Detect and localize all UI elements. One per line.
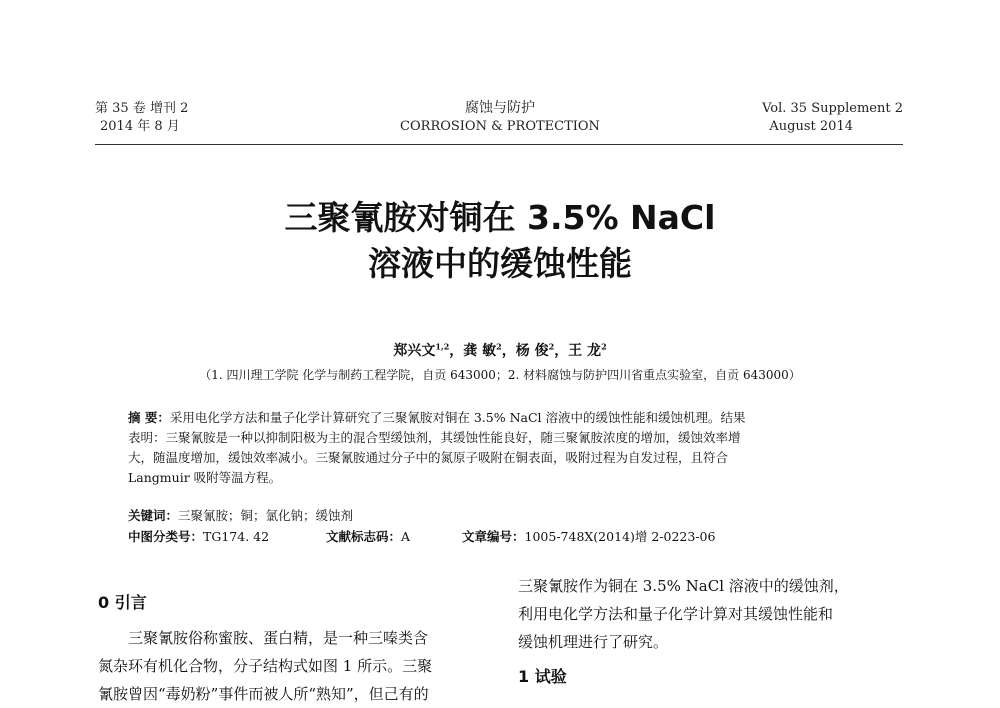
abstract-text: 表明：三聚氰胺是一种以抑制阳极为主的混合型缓蚀剂，其缓蚀性能良好，随三聚氰胺浓度的增加，缓蚀效率增 [128,430,741,445]
abstract-text: 采用电化学方法和量子化学计算研究了三聚氰胺对铜在 3.5% NaCl 溶液中的缓蚀性能和缓蚀机理。结果 [169,410,746,425]
author-affil-mark: 2 [601,341,607,352]
keywords-label: 关键词： [128,508,179,523]
paper-title-line2: 溶液中的缓蚀性能 [368,244,632,283]
paper-title-line1: 三聚氰胺对铜在 3.5% NaCl [284,198,716,237]
author-affil-mark: 1,2 [435,341,450,352]
abstract-text: 大，随温度增加，缓蚀效率减小。三聚氰胺通过分子中的氮原子吸附在铜表面，吸附过程为自发过程，且符合 [128,450,729,465]
clc-value: TG174. 42 [203,529,270,544]
header-journal-cn: 腐蚀与防护 [465,100,535,116]
author-name: 郑兴文 [393,343,436,359]
abstract-label: 摘 要： [128,410,170,425]
body-line: 三聚氰胺俗称蜜胺、蛋白精，是一种三嗪类含 [128,629,429,647]
right-column-paragraph [518,572,910,656]
body-line: 三聚氰胺作为铜在 3.5% NaCl 溶液中的缓蚀剂， [518,577,849,595]
header-journal-en: CORROSION & PROTECTION [400,119,600,134]
header-date-en: August 2014 [769,119,853,134]
clc-label: 中图分类号： [128,529,204,544]
header-vol-en: Vol. 35 Supplement 2 [762,101,903,116]
abstract [128,408,888,488]
body-line: 利用电化学方法和量子化学计算对其缓蚀性能和 [518,605,834,623]
body-line: 氰胺曾因“毒奶粉”事件而被人所“熟知”，但己有的 [98,685,429,703]
introduction-paragraph [98,624,490,708]
header-date: 2014 年 8 月 [100,119,180,134]
author-affil-mark: 2 [548,341,555,352]
author-name: ，龚 敏 [449,343,497,359]
clc-number [128,527,269,547]
header-rule [95,144,903,145]
article-number [462,527,715,547]
document-code [326,527,410,547]
keywords [128,506,888,526]
author-name: ，杨 俊 [501,343,549,359]
affiliation: （1. 四川理工学院 化学与制药工程学院，自贡 643000；2. 材料腐蚀与防护四川省重点实验室，自贡 643000） [199,368,801,382]
keywords-value: 三聚氰胺；铜；氯化钠；缓蚀剂 [178,508,354,523]
doc-code-label: 文献标志码： [326,529,402,544]
author-name: ，王 龙 [554,343,602,359]
author-list [0,340,1000,360]
body-line: 缓蚀机理进行了研究。 [518,633,669,651]
article-number-value: 1005-748X(2014)增 2-0223-06 [524,529,716,544]
doc-code-value: A [401,529,411,544]
section-heading-experiment: 1 试验 [518,667,567,686]
abstract-text: Langmuir 吸附等温方程。 [128,470,282,485]
author-affil-mark: 2 [496,341,502,352]
body-line: 氮杂环有机化合物，分子结构式如图 1 所示。三聚 [98,657,433,675]
header-volume: 第 35 卷 增刊 2 [95,101,189,116]
section-heading-introduction: 0 引言 [98,593,147,612]
article-number-label: 文章编号： [462,529,525,544]
